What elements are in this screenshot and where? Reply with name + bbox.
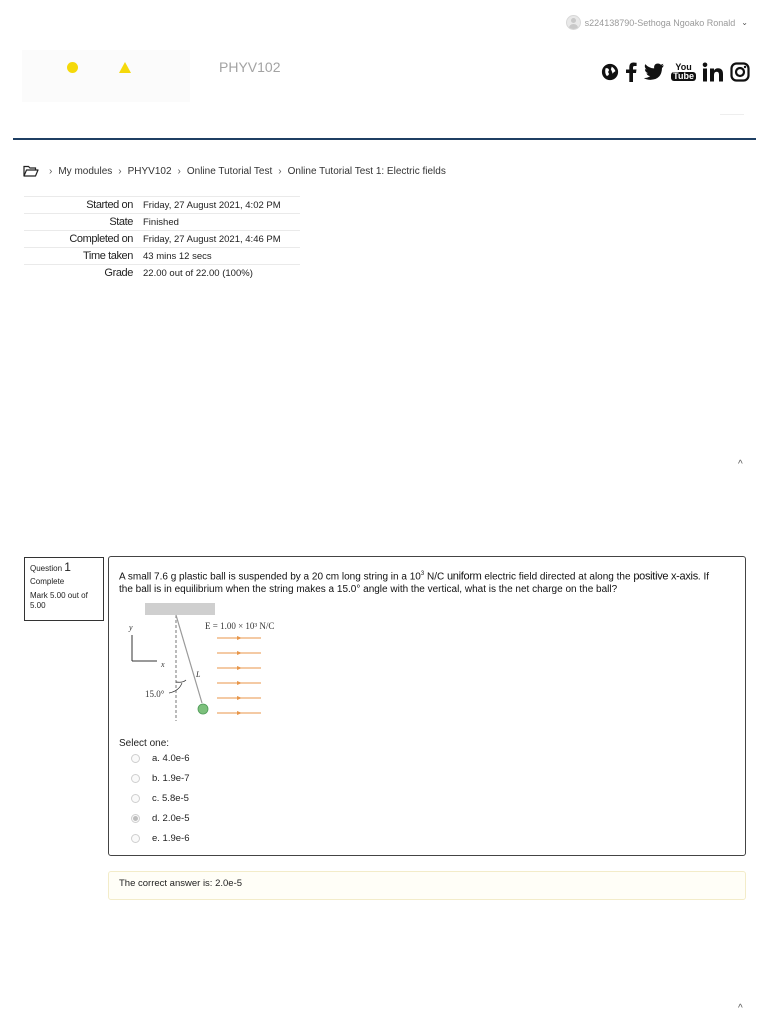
course-title[interactable]: PHYV102 (219, 59, 281, 75)
question-text-part: A small 7.6 g plastic ball is suspended by a 20 cm long string in a 10 (119, 571, 421, 583)
option-label: b. 1.9e-7 (152, 773, 190, 784)
question-card (108, 556, 746, 856)
question-number: 1 (64, 560, 71, 574)
option-label: c. 5.8e-5 (152, 793, 189, 804)
breadcrumb-section[interactable]: Online Tutorial Test (186, 165, 273, 177)
summary-label: Started on (24, 197, 143, 214)
breadcrumb-separator-icon: › (278, 165, 282, 177)
chevron-down-icon: ⌄ (741, 18, 748, 27)
radio-button[interactable] (131, 794, 140, 803)
question-number-line (30, 562, 98, 574)
summary-row (24, 248, 300, 265)
option-label: a. 4.0e-6 (152, 753, 190, 764)
logo-dot-icon (67, 62, 78, 73)
summary-row (24, 265, 300, 282)
linkedin-icon[interactable] (702, 62, 724, 82)
youtube-bottom-text: Tube (673, 71, 694, 81)
facebook-icon[interactable] (625, 62, 637, 82)
breadcrumb-course[interactable]: PHYV102 (127, 165, 172, 177)
back-to-top-icon[interactable]: ^ (738, 459, 743, 470)
divider (720, 114, 744, 115)
x-axis-label: x (161, 660, 165, 669)
question-label: Question (30, 564, 63, 573)
y-axis-label: y (129, 623, 133, 632)
summary-label: Time taken (24, 248, 143, 265)
summary-value: Finished (143, 214, 300, 231)
attempt-summary-table (24, 196, 300, 281)
radio-button-checked[interactable] (131, 814, 140, 823)
breadcrumb-separator-icon: › (177, 165, 181, 177)
question-text-part: electric field directed at along the (481, 571, 634, 583)
summary-label: State (24, 214, 143, 231)
twitter-icon[interactable] (643, 63, 665, 81)
answer-option-a[interactable] (131, 753, 190, 764)
summary-value: 43 mins 12 secs (143, 248, 300, 265)
back-to-top-icon[interactable]: ^ (738, 1003, 743, 1014)
ceiling-support (145, 603, 215, 615)
charged-ball (198, 704, 208, 714)
radio-button[interactable] (131, 774, 140, 783)
question-text-emphasis: uniform (446, 570, 482, 583)
field-arrows (217, 636, 261, 715)
summary-row (24, 231, 300, 248)
breadcrumb (23, 165, 446, 177)
radio-button[interactable] (131, 754, 140, 763)
site-logo[interactable] (22, 50, 190, 102)
angle-label: 15.0° (145, 689, 165, 699)
correct-answer-feedback: The correct answer is: 2.0e-5 (108, 871, 746, 900)
string-line (176, 615, 202, 703)
summary-row (24, 214, 300, 231)
header-divider (13, 138, 756, 140)
user-name: s224138790-Sethoga Ngoako Ronald (584, 17, 736, 28)
angle-arc (176, 680, 186, 682)
radio-button[interactable] (131, 834, 140, 843)
option-label: d. 2.0e-5 (152, 813, 190, 824)
summary-value: 22.00 out of 22.00 (100%) (143, 265, 300, 282)
select-prompt: Select one: (119, 738, 170, 749)
answer-option-e[interactable] (131, 833, 190, 844)
answer-option-d[interactable] (131, 813, 190, 824)
question-text-emphasis: positive x-axis (633, 570, 698, 583)
breadcrumb-quiz[interactable]: Online Tutorial Test 1: Electric fields (287, 165, 446, 177)
breadcrumb-separator-icon: › (49, 165, 53, 177)
breadcrumb-my-modules[interactable]: My modules (58, 165, 113, 177)
question-mark: Mark 5.00 out of 5.00 (30, 591, 88, 610)
summary-label: Grade (24, 265, 143, 282)
summary-value: Friday, 27 August 2021, 4:02 PM (143, 197, 300, 214)
summary-value: Friday, 27 August 2021, 4:46 PM (143, 231, 300, 248)
question-text (119, 568, 719, 596)
summary-row (24, 197, 300, 214)
youtube-icon[interactable] (671, 63, 696, 81)
answer-option-c[interactable] (131, 793, 189, 804)
breadcrumb-separator-icon: › (118, 165, 122, 177)
option-label: e. 1.9e-6 (152, 833, 190, 844)
angle-leader (169, 683, 182, 693)
question-figure (117, 603, 297, 723)
instagram-icon[interactable] (730, 62, 750, 82)
field-label: E = 1.00 × 10³ N/C (205, 621, 275, 631)
question-state: Complete (30, 577, 65, 586)
logo-triangle-icon (119, 62, 131, 73)
folder-open-icon[interactable] (23, 165, 39, 177)
exponent: 3 (420, 571, 425, 577)
question-text-part: N/C (424, 571, 447, 583)
social-links (601, 62, 750, 82)
user-menu[interactable] (566, 15, 748, 30)
avatar (566, 15, 581, 30)
length-label: L (196, 670, 201, 679)
answer-option-b[interactable] (131, 773, 190, 784)
question-info (24, 557, 104, 621)
globe-icon[interactable] (601, 63, 619, 81)
youtube-top-text: You (675, 62, 692, 72)
summary-label: Completed on (24, 231, 143, 248)
question-text-part: . If the ball is in equilibrium when the string makes a 15.0° angle with the vertical, what is the net charge on the ball? (119, 571, 710, 596)
